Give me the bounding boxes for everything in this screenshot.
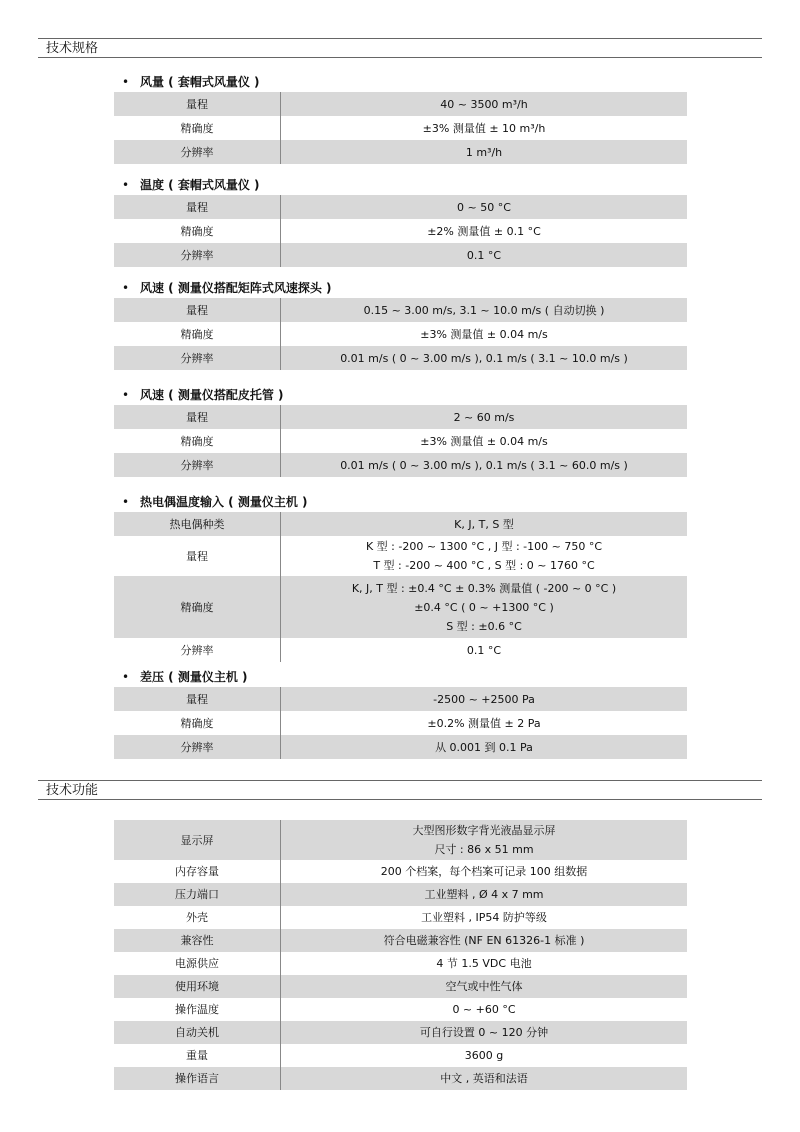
spec-value: ±3% 测量值 ± 0.04 m/s — [420, 327, 548, 341]
spec-value: 工业塑料 , IP54 防护等级 — [421, 911, 547, 924]
spec-table-air-velocity-pitot — [114, 405, 687, 477]
table-row — [114, 116, 687, 140]
spec-label: 量程 — [114, 536, 281, 576]
spec-label: 精确度 — [114, 711, 281, 735]
table-row — [114, 883, 687, 906]
group-title: • 风速 ( 测量仪搭配皮托管 ) — [122, 385, 284, 405]
spec-value: 0.01 m/s ( 0 ~ 3.00 m/s ), 0.1 m/s ( 3.1 ~ 60.0 m/s ) — [281, 453, 688, 477]
spec-label: 电源供应 — [114, 952, 281, 975]
spec-value: ±3% 测量值 ± 10 m³/h — [422, 121, 546, 135]
spec-label: 操作温度 — [114, 998, 281, 1021]
spec-label: 使用环境 — [114, 975, 281, 998]
spec-value — [281, 576, 688, 638]
spec-value-line: 大型图形数字背光液晶显示屏 — [412, 824, 556, 837]
table-row — [114, 140, 687, 164]
spec-value-line: K, J, T 型 : ±0.4 °C ± 0.3% 测量值 ( -200 ~ 0 °C ) — [351, 581, 617, 595]
spec-value: 从 0.001 到 0.1 Pa — [281, 735, 688, 759]
spec-label: 压力端口 — [114, 883, 281, 906]
table-row — [114, 638, 687, 662]
spec-value: 0.01 m/s ( 0 ~ 3.00 m/s ), 0.1 m/s ( 3.1 ~ 10.0 m/s ) — [281, 346, 688, 370]
bullet-icon: • — [122, 281, 130, 295]
group-title: • 风量 ( 套帽式风量仪 ) — [122, 72, 260, 92]
table-row — [114, 453, 687, 477]
spec-value: 2 ~ 60 m/s — [281, 405, 688, 429]
table-row — [114, 820, 687, 860]
spec-value: 40 ~ 3500 m³/h — [281, 92, 688, 116]
section-header-specs — [38, 38, 762, 58]
function-table — [114, 820, 687, 1090]
spec-table-airflow — [114, 92, 687, 164]
spec-value: 中文 , 英语和法语 — [281, 1067, 688, 1090]
table-row — [114, 860, 687, 883]
table-row — [114, 1021, 687, 1044]
spec-value: ±2% 测量值 ± 0.1 °C — [427, 224, 541, 238]
table-row — [114, 322, 687, 346]
spec-label: 自动关机 — [114, 1021, 281, 1044]
spec-table-thermocouple — [114, 512, 687, 662]
spec-table-temperature — [114, 195, 687, 267]
group-title: • 热电偶温度输入 ( 测量仪主机 ) — [122, 492, 308, 512]
spec-value-line: 尺寸 : 86 x 51 mm — [434, 843, 534, 856]
bullet-icon: • — [122, 75, 130, 89]
table-row — [114, 405, 687, 429]
spec-label: 精确度 — [114, 322, 281, 346]
spec-label: 量程 — [114, 687, 281, 711]
table-row — [114, 512, 687, 536]
spec-value: 0 ~ +60 °C — [452, 1003, 516, 1016]
table-row — [114, 1067, 687, 1090]
spec-value-line: S 型 : ±0.6 °C — [446, 619, 522, 633]
spec-label: 分辨率 — [114, 638, 281, 662]
spec-label: 分辨率 — [114, 735, 281, 759]
spec-label: 内存容量 — [114, 860, 281, 883]
section-title: 技术功能 — [46, 783, 99, 798]
spec-label: 分辨率 — [114, 140, 281, 164]
spec-value: 空气或中性气体 — [281, 975, 688, 998]
spec-label: 分辨率 — [114, 346, 281, 370]
spec-value: 1 m³/h — [281, 140, 688, 164]
bullet-icon: • — [122, 178, 130, 192]
table-row — [114, 929, 687, 952]
table-row — [114, 906, 687, 929]
spec-table-air-velocity-grid — [114, 298, 687, 370]
spec-value: 符合电磁兼容性 (NF EN 61326-1 标准 ) — [281, 929, 688, 952]
spec-value: ±3% 测量值 ± 0.04 m/s — [420, 434, 548, 448]
spec-value: 0.15 ~ 3.00 m/s, 3.1 ~ 10.0 m/s ( 自动切换 ) — [281, 298, 688, 322]
spec-value: 可自行设置 0 ~ 120 分钟 — [281, 1021, 688, 1044]
spec-value: 4 节 1.5 VDC 电池 — [436, 957, 532, 970]
spec-value: -2500 ~ +2500 Pa — [281, 687, 688, 711]
table-row — [114, 687, 687, 711]
table-row — [114, 195, 687, 219]
spec-label: 精确度 — [114, 219, 281, 243]
spec-value-line: T 型 : -200 ~ 400 °C , S 型 : 0 ~ 1760 °C — [373, 559, 595, 572]
section-header-functions — [38, 780, 762, 800]
spec-label: 兼容性 — [114, 929, 281, 952]
bullet-icon: • — [122, 670, 130, 684]
spec-label: 精确度 — [114, 576, 281, 638]
group-title: • 差压 ( 测量仪主机 ) — [122, 667, 248, 687]
spec-value: 工业塑料 , Ø 4 x 7 mm — [281, 883, 688, 906]
spec-value: 0.1 °C — [466, 643, 502, 657]
table-row — [114, 429, 687, 453]
spec-value: 0 ~ 50 °C — [281, 195, 688, 219]
table-row — [114, 298, 687, 322]
table-row — [114, 1044, 687, 1067]
spec-value-line: K 型 : -200 ~ 1300 °C , J 型 : -100 ~ 750 °C — [365, 540, 603, 553]
spec-value: 3600 g — [464, 1049, 504, 1062]
spec-label: 分辨率 — [114, 453, 281, 477]
spec-value: 200 个档案，每个档案可记录 100 组数据 — [380, 865, 588, 878]
spec-value: K, J, T, S 型 — [281, 512, 688, 536]
table-row — [114, 735, 687, 759]
table-row — [114, 952, 687, 975]
spec-table-differential-pressure — [114, 687, 687, 759]
group-title: • 温度 ( 套帽式风量仪 ) — [122, 175, 260, 195]
table-row — [114, 536, 687, 576]
section-title: 技术规格 — [46, 41, 99, 56]
spec-value-line: ±0.4 °C ( 0 ~ +1300 °C ) — [414, 600, 554, 614]
spec-label: 精确度 — [114, 116, 281, 140]
spec-label: 量程 — [114, 92, 281, 116]
spec-label: 重量 — [114, 1044, 281, 1067]
spec-value — [281, 820, 688, 860]
bullet-icon: • — [122, 495, 130, 509]
spec-label: 显示屏 — [114, 820, 281, 860]
table-row — [114, 975, 687, 998]
spec-label: 热电偶种类 — [114, 512, 281, 536]
table-row — [114, 243, 687, 267]
table-row — [114, 711, 687, 735]
spec-value — [281, 536, 688, 576]
spec-label: 量程 — [114, 195, 281, 219]
spec-label: 外壳 — [114, 906, 281, 929]
spec-value: ±0.2% 测量值 ± 2 Pa — [427, 716, 541, 730]
table-row — [114, 219, 687, 243]
spec-label: 量程 — [114, 405, 281, 429]
table-row — [114, 576, 687, 638]
spec-label: 量程 — [114, 298, 281, 322]
table-row — [114, 998, 687, 1021]
group-title: • 风速 ( 测量仪搭配矩阵式风速探头 ) — [122, 278, 332, 298]
spec-label: 操作语言 — [114, 1067, 281, 1090]
table-row — [114, 92, 687, 116]
spec-label: 精确度 — [114, 429, 281, 453]
table-row — [114, 346, 687, 370]
spec-value: 0.1 °C — [281, 243, 688, 267]
bullet-icon: • — [122, 388, 130, 402]
spec-label: 分辨率 — [114, 243, 281, 267]
